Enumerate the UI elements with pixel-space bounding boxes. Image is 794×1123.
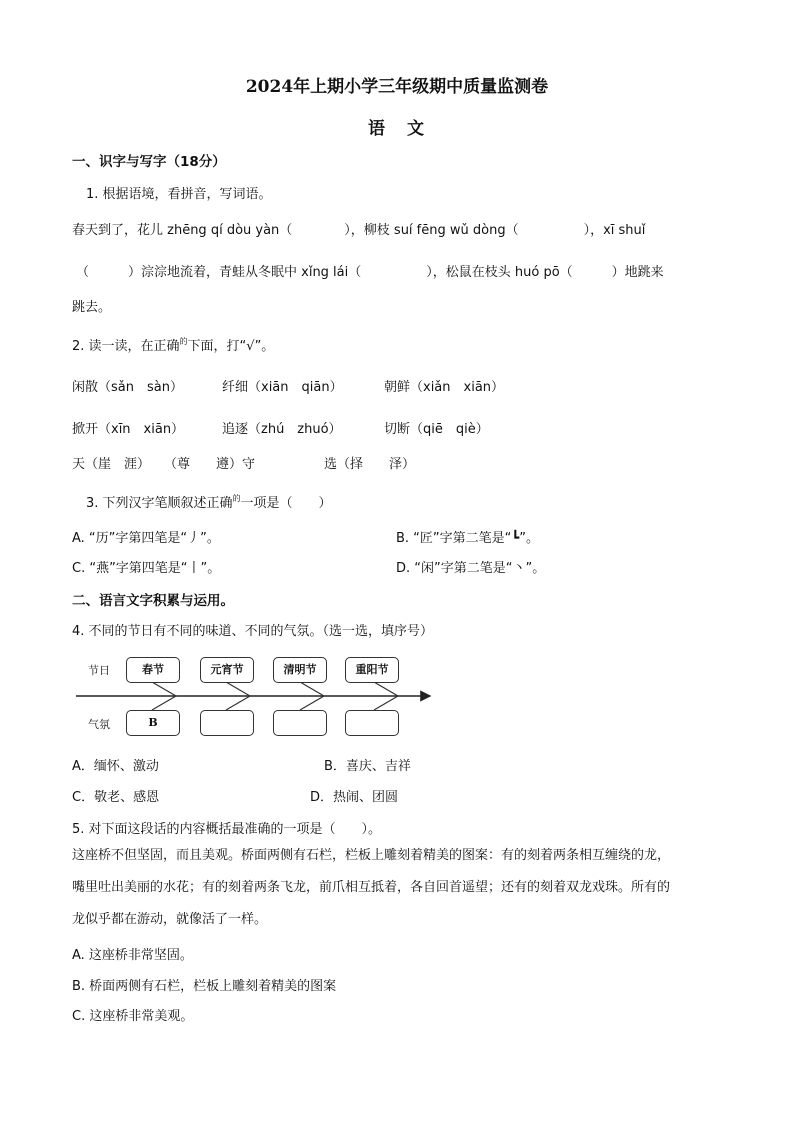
q2-prompt-after: 下面，打“√”。	[187, 339, 275, 354]
q2-item: 纤细（xiān qiān）	[222, 380, 343, 395]
q3-option-c: C. “燕”字第四笔是“丨”。	[72, 561, 221, 576]
mood-answer-box[interactable]	[200, 710, 254, 736]
section1-heading: 一、识字与写字（18分）	[72, 154, 226, 170]
q1-line1: 春天到了，花儿 zhēng qí dòu yàn（ ），柳枝 suí fēng wǔ dòng（ ），xī shuǐ	[72, 223, 646, 238]
q3-prompt-sup: 的	[232, 494, 241, 503]
q2-prompt-before: 2. 读一读，在正确	[72, 339, 180, 354]
mood-answer-box[interactable]	[273, 710, 327, 736]
q4-prompt: 4. 不同的节日有不同的味道、不同的气氛。（选一选，填序号）	[72, 624, 434, 639]
q2-item: 朝鲜（xiǎn xiān）	[384, 380, 505, 395]
q5-option-b: B. 桥面两侧有石栏，栏板上雕刻着精美的图案	[72, 979, 337, 994]
mood-answer-box[interactable]: B	[126, 710, 180, 736]
q4-option-c: C．敬老、感恩	[72, 790, 160, 805]
q5-prompt: 5. 对下面这段话的内容概括最准确的一项是（ ）。	[72, 822, 382, 837]
festival-row-label: 节日	[88, 664, 110, 677]
q3-option-b: B. “匠”字第二笔是“┗”。	[396, 531, 539, 546]
festival-box: 春节	[126, 657, 180, 683]
q5-passage-line: 嘴里吐出美丽的水花；有的刻着两条飞龙，前爪相互抵着，各自回首遥望；还有的刻着双龙戏珠。所有的	[72, 880, 671, 895]
q4-option-d: D．热闹、团圆	[310, 790, 399, 805]
q5-passage-line: 这座桥不但坚固，而且美观。桥面两侧有石栏，栏板上雕刻着精美的图案：有的刻着两条相互缠绕的龙，	[72, 848, 671, 863]
q3-option-a: A. “历”字第四笔是“丿”。	[72, 531, 220, 546]
q1-line2: （ ）淙淙地流着，青蛙从冬眠中 xǐng lái（ ），松鼠在枝头 huó pō（ ）地跳来	[76, 265, 664, 280]
q2-item: 切断（qiē qiè）	[384, 422, 489, 437]
q2-item: 闲散（sǎn sàn）	[72, 380, 183, 395]
q1-prompt: 1. 根据语境，看拼音，写词语。	[86, 187, 272, 202]
mood-answer-box[interactable]	[345, 710, 399, 736]
q3-prompt-before: 3. 下列汉字笔顺叙述正确	[86, 496, 233, 511]
q3-prompt	[86, 492, 332, 511]
q2-item: 掀开（xīn xiān）	[72, 422, 185, 437]
festival-box: 元宵节	[200, 657, 254, 683]
q2-item: 选（择 泽）	[324, 457, 416, 472]
q4-option-a: A．缅怀、激动	[72, 759, 159, 774]
q5-passage-line: 龙似乎都在游动，就像活了一样。	[72, 912, 268, 927]
festival-diagram	[72, 652, 442, 748]
festival-box: 重阳节	[345, 657, 399, 683]
q2-prompt	[72, 335, 274, 354]
subject-title: 语文	[368, 119, 446, 139]
q3-option-d: D. “闲”字第二笔是“丶”。	[396, 561, 546, 576]
q2-item: 天（崖 涯）	[72, 457, 151, 472]
q1-line3: 跳去。	[72, 300, 112, 315]
q2-prompt-sup: 的	[179, 337, 188, 346]
q2-item: 追逐（zhú zhuó）	[222, 422, 342, 437]
q3-prompt-after: 一项是（ ）	[240, 496, 332, 511]
exam-title: 2024年上期小学三年级期中质量监测卷	[245, 77, 549, 97]
section2-heading: 二、语言文字积累与运用。	[72, 593, 234, 609]
q4-option-b: B．喜庆、吉祥	[324, 759, 411, 774]
festival-box: 清明节	[273, 657, 327, 683]
q5-option-c: C. 这座桥非常美观。	[72, 1009, 194, 1024]
q2-item: （尊 遵）守	[164, 457, 256, 472]
q5-option-a: A. 这座桥非常坚固。	[72, 948, 193, 963]
mood-row-label: 气氛	[88, 718, 110, 731]
